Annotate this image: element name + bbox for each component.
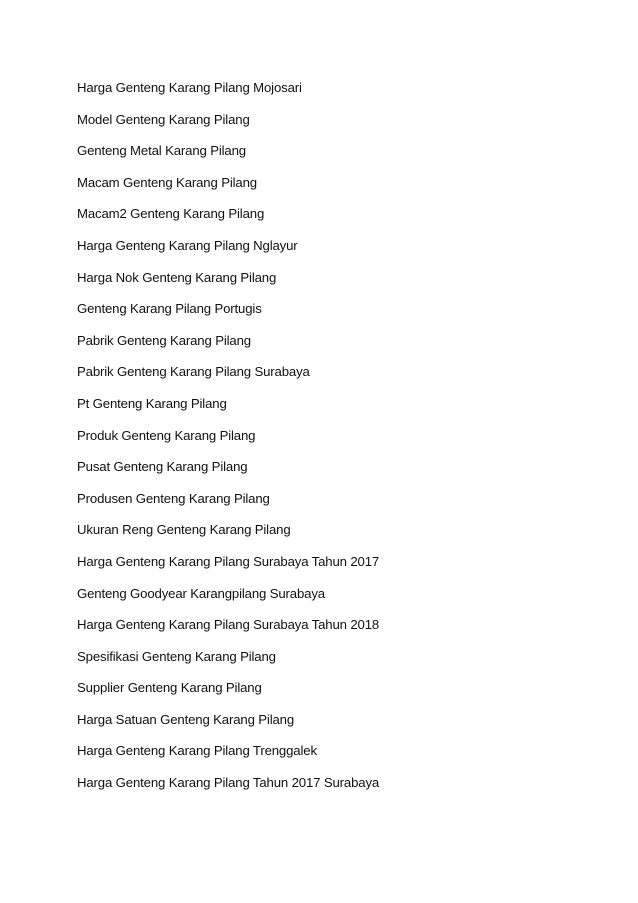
list-item: Macam2 Genteng Karang Pilang	[77, 206, 265, 222]
list-item: Harga Genteng Karang Pilang Surabaya Tahun 2018	[77, 617, 380, 633]
list-item: Model Genteng Karang Pilang	[77, 111, 250, 127]
list-item: Genteng Karang Pilang Portugis	[77, 301, 262, 317]
list-item: Produk Genteng Karang Pilang	[77, 427, 256, 443]
list-item: Harga Genteng Karang Pilang Nglayur	[77, 237, 298, 253]
list-item: Harga Satuan Genteng Karang Pilang	[77, 711, 295, 727]
list-item: Harga Genteng Karang Pilang Tahun 2017 Surabaya	[77, 775, 380, 791]
list-item: Pt Genteng Karang Pilang	[77, 395, 227, 411]
list-item: Genteng Metal Karang Pilang	[77, 143, 246, 159]
list-item: Harga Genteng Karang Pilang Surabaya Tahun 2017	[77, 553, 380, 569]
list-item: Harga Nok Genteng Karang Pilang	[77, 269, 277, 285]
list-item: Spesifikasi Genteng Karang Pilang	[77, 648, 276, 664]
list-item: Harga Genteng Karang Pilang Trenggalek	[77, 743, 317, 759]
list-item: Harga Genteng Karang Pilang Mojosari	[77, 80, 302, 95]
list-item: Ukuran Reng Genteng Karang Pilang	[77, 522, 291, 538]
list-item: Pabrik Genteng Karang Pilang	[77, 332, 251, 348]
list-item: Pabrik Genteng Karang Pilang Surabaya	[77, 364, 310, 380]
list-item: Supplier Genteng Karang Pilang	[77, 680, 262, 696]
list-item: Genteng Goodyear Karangpilang Surabaya	[77, 585, 325, 601]
list-item: Macam Genteng Karang Pilang	[77, 174, 257, 190]
keyword-list	[77, 79, 379, 806]
list-item: Pusat Genteng Karang Pilang	[77, 459, 248, 475]
list-item: Produsen Genteng Karang Pilang	[77, 490, 270, 506]
